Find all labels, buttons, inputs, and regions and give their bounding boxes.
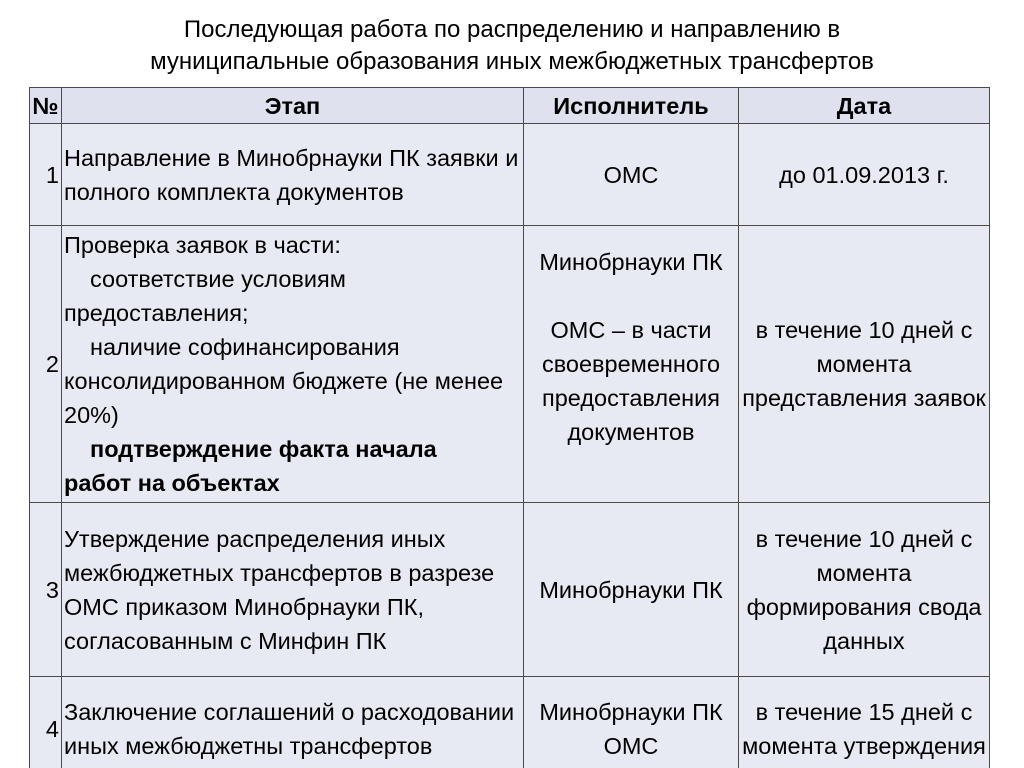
row-executor [524,677,739,768]
title-line-1: Последующая работа по распределению и направлению в [183,16,841,43]
stage-item-continuation: предоставления; [64,300,249,326]
row-stage: Утверждение распределения иных межбюджетных трансфертов в разрезе ОМС приказом Минобрнауки ПК, согласованным с Минфин ПК [62,503,524,677]
executor-note: ОМС – в части своевременного предоставления документов [541,317,721,445]
stage-item-continuation: консолидированном бюджете (не менее 20%) [64,368,504,428]
table-row [30,226,990,503]
row-stage: Заключение соглашений о расходовании иных межбюджетны трансфертов [62,677,524,768]
row-number: 2 [30,226,62,503]
executor-main: Минобрнауки ПК [539,698,723,725]
table-row [30,677,990,768]
row-stage: Направление в Минобрнауки ПК заявки и полного комплекта документов [62,124,524,226]
row-executor: Минобрнауки ПК [524,503,739,677]
stage-item: наличие софинансирования [90,334,400,360]
title-line-2: муниципальные образования иных межбюджетных трансфертов [150,48,874,75]
row-number: 4 [30,677,62,768]
row-number: 3 [30,503,62,677]
slide-title [0,14,1024,78]
row-executor [524,226,739,503]
executor-main: Минобрнауки ПК [539,249,723,275]
stage-item: подтверждение факта начала [90,436,437,462]
table-row [30,503,990,677]
row-stage [62,226,524,503]
header-num: № [30,88,62,124]
stage-intro: Проверка заявок в части: [64,232,341,258]
row-date: в течение 10 дней с момента представления заявок [739,226,990,503]
header-date: Дата [739,88,990,124]
row-number: 1 [30,124,62,226]
executor-second: ОМС [603,732,659,759]
header-executor: Исполнитель [524,88,739,124]
header-stage: Этап [62,88,524,124]
row-executor: ОМС [524,124,739,226]
stage-item-continuation: работ на объектах [64,470,280,496]
schedule-table [29,87,990,768]
row-date: в течение 15 дней с момента утверждения [739,677,990,768]
executor-gap [526,449,736,483]
executor-gap [526,279,736,313]
table-header-row [30,88,990,124]
row-date: в течение 10 дней с момента формирования свода данных [739,503,990,677]
table-row [30,124,990,226]
row-date: до 01.09.2013 г. [739,124,990,226]
stage-item: соответствие условиям [90,266,346,292]
